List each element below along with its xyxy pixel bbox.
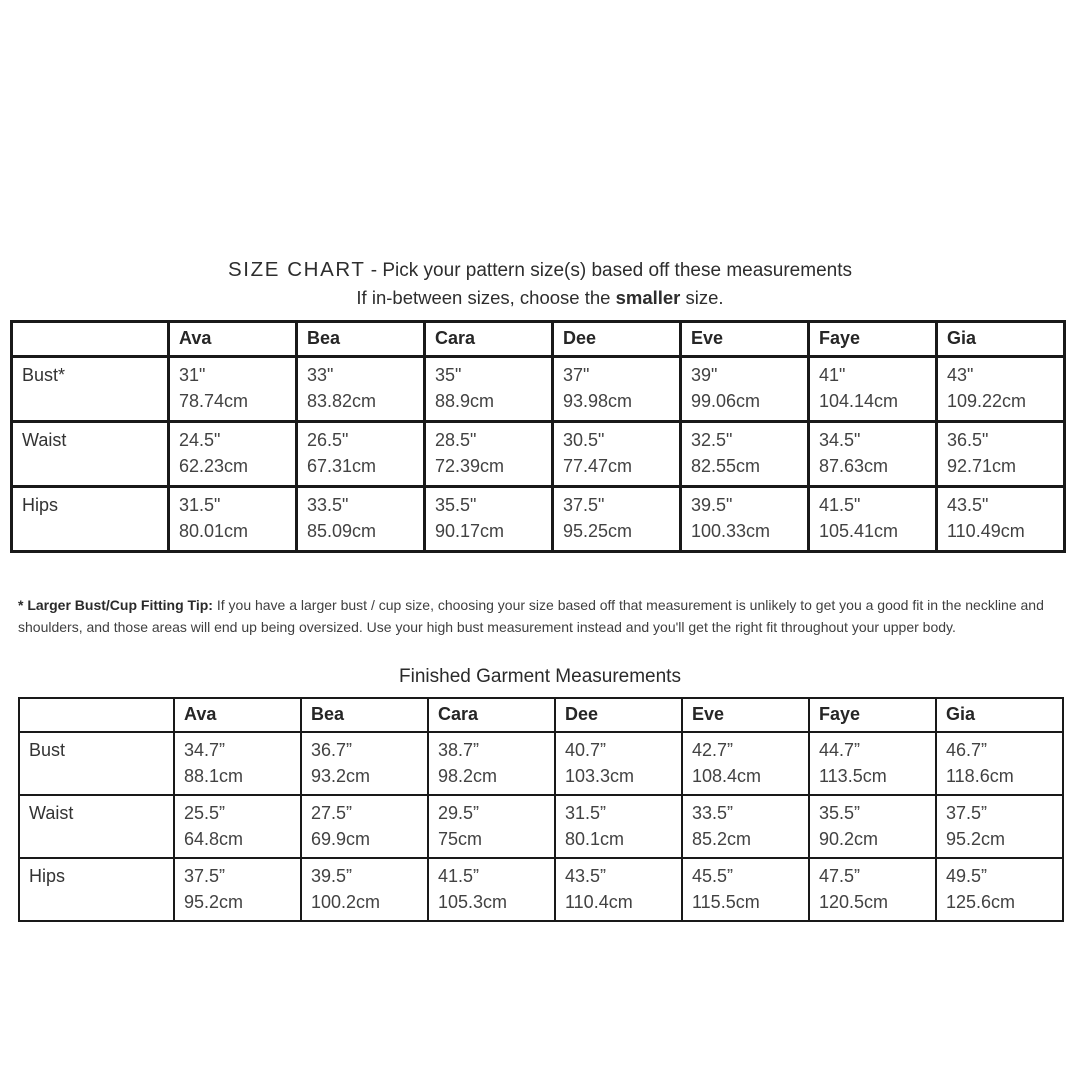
measurement-cell <box>425 357 553 422</box>
cm-value: 72.39cm <box>435 456 505 476</box>
header-row <box>19 698 1063 732</box>
inches-value: 34.5" <box>819 430 861 450</box>
inches-value: 32.5" <box>691 430 733 450</box>
measurement-cell <box>553 422 681 487</box>
inches-value: 43.5” <box>565 866 607 886</box>
cm-value: 78.74cm <box>179 391 249 411</box>
cm-value: 120.5cm <box>819 892 889 912</box>
cm-value: 125.6cm <box>946 892 1016 912</box>
measurement-cell <box>169 357 297 422</box>
cm-value: 77.47cm <box>563 456 633 476</box>
cm-value: 88.1cm <box>184 766 244 786</box>
column-header-ava: Ava <box>174 698 301 732</box>
inches-value: 39" <box>691 365 718 385</box>
inches-value: 34.7” <box>184 740 226 760</box>
inches-value: 36.7” <box>311 740 353 760</box>
body-measurements-table <box>10 320 1066 553</box>
column-header-faye: Faye <box>809 322 937 357</box>
inches-value: 45.5” <box>692 866 734 886</box>
size-chart-heading: SIZE CHART <box>228 258 366 281</box>
inches-value: 24.5" <box>179 430 221 450</box>
inches-value: 39.5” <box>311 866 353 886</box>
cm-value: 62.23cm <box>179 456 249 476</box>
cm-value: 105.3cm <box>438 892 508 912</box>
cm-value: 80.1cm <box>565 829 625 849</box>
table-row-bust <box>12 357 1065 422</box>
measurement-cell <box>555 858 682 921</box>
column-header-ava: Ava <box>169 322 297 357</box>
inches-value: 37.5" <box>563 495 605 515</box>
cm-value: 90.2cm <box>819 829 879 849</box>
row-label-hips: Hips <box>12 487 169 552</box>
inches-value: 26.5" <box>307 430 349 450</box>
measurement-cell <box>428 732 555 795</box>
fitting-tip-label: * Larger Bust/Cup Fitting Tip: <box>18 597 213 613</box>
cm-value: 67.31cm <box>307 456 377 476</box>
measurement-cell <box>681 487 809 552</box>
subtitle-post: size. <box>680 287 724 308</box>
measurement-cell <box>809 357 937 422</box>
column-header-bea: Bea <box>297 322 425 357</box>
measurement-cell <box>553 487 681 552</box>
cm-value: 92.71cm <box>947 456 1017 476</box>
measurement-cell <box>809 487 937 552</box>
finished-garment-table <box>18 697 1064 922</box>
finished-garment-heading: Finished Garment Measurements <box>399 666 681 687</box>
inches-value: 35" <box>435 365 462 385</box>
title-block <box>0 0 1080 310</box>
cm-value: 110.49cm <box>947 521 1025 541</box>
inches-value: 29.5” <box>438 803 480 823</box>
measurement-cell <box>553 357 681 422</box>
size-chart-heading-rest: - Pick your pattern size(s) based off these measurements <box>365 260 852 281</box>
measurement-cell <box>936 858 1063 921</box>
measurement-cell <box>301 858 428 921</box>
page-subtitle <box>0 286 1080 310</box>
measurement-cell <box>174 858 301 921</box>
column-header-dee: Dee <box>555 698 682 732</box>
inches-value: 31" <box>179 365 206 385</box>
cm-value: 110.4cm <box>565 892 633 912</box>
measurement-cell <box>425 487 553 552</box>
measurement-cell <box>936 795 1063 858</box>
cm-value: 109.22cm <box>947 391 1027 411</box>
measurement-cell <box>169 487 297 552</box>
inches-value: 36.5" <box>947 430 989 450</box>
inches-value: 42.7” <box>692 740 734 760</box>
inches-value: 38.7” <box>438 740 480 760</box>
measurement-cell <box>682 858 809 921</box>
cm-value: 103.3cm <box>565 766 635 786</box>
measurement-cell <box>425 422 553 487</box>
measurement-cell <box>937 422 1065 487</box>
inches-value: 25.5” <box>184 803 226 823</box>
inches-value: 44.7” <box>819 740 861 760</box>
measurement-cell <box>297 357 425 422</box>
row-label-hips: Hips <box>19 858 174 921</box>
cm-value: 108.4cm <box>692 766 762 786</box>
inches-value: 30.5" <box>563 430 605 450</box>
measurement-cell <box>301 795 428 858</box>
measurement-cell <box>809 422 937 487</box>
corner-cell <box>19 698 174 732</box>
cm-value: 100.2cm <box>311 892 381 912</box>
measurement-cell <box>301 732 428 795</box>
header-row <box>12 322 1065 357</box>
inches-value: 47.5” <box>819 866 861 886</box>
cm-value: 69.9cm <box>311 829 371 849</box>
cm-value: 98.2cm <box>438 766 498 786</box>
cm-value: 75cm <box>438 829 483 849</box>
cm-value: 87.63cm <box>819 456 889 476</box>
inches-value: 37.5” <box>946 803 988 823</box>
inches-value: 33.5” <box>692 803 734 823</box>
fitting-tip-paragraph <box>18 594 1062 638</box>
measurement-cell <box>555 795 682 858</box>
row-label-bust: Bust <box>19 732 174 795</box>
inches-value: 35.5" <box>435 495 477 515</box>
measurement-cell <box>937 487 1065 552</box>
table-row-hips <box>19 858 1063 921</box>
measurement-cell <box>169 422 297 487</box>
measurement-cell <box>428 858 555 921</box>
cm-value: 85.2cm <box>692 829 752 849</box>
row-label-waist: Waist <box>12 422 169 487</box>
cm-value: 113.5cm <box>819 766 887 786</box>
row-label-waist: Waist <box>19 795 174 858</box>
inches-value: 28.5" <box>435 430 477 450</box>
column-header-cara: Cara <box>425 322 553 357</box>
cm-value: 90.17cm <box>435 521 505 541</box>
inches-value: 35.5” <box>819 803 861 823</box>
cm-value: 88.9cm <box>435 391 495 411</box>
cm-value: 80.01cm <box>179 521 249 541</box>
column-header-cara: Cara <box>428 698 555 732</box>
inches-value: 43" <box>947 365 974 385</box>
table-row-hips <box>12 487 1065 552</box>
subtitle-pre: If in-between sizes, choose the <box>356 287 616 308</box>
inches-value: 31.5” <box>565 803 607 823</box>
cm-value: 93.98cm <box>563 391 633 411</box>
inches-value: 39.5" <box>691 495 733 515</box>
measurement-cell <box>681 422 809 487</box>
inches-value: 37" <box>563 365 590 385</box>
cm-value: 104.14cm <box>819 391 899 411</box>
inches-value: 37.5” <box>184 866 226 886</box>
inches-value: 33.5" <box>307 495 349 515</box>
measurement-cell <box>809 795 936 858</box>
measurement-cell <box>682 732 809 795</box>
cm-value: 93.2cm <box>311 766 371 786</box>
column-header-faye: Faye <box>809 698 936 732</box>
cm-value: 82.55cm <box>691 456 761 476</box>
inches-value: 49.5” <box>946 866 988 886</box>
inches-value: 41" <box>819 365 846 385</box>
cm-value: 95.2cm <box>946 829 1006 849</box>
inches-value: 33" <box>307 365 334 385</box>
cm-value: 105.41cm <box>819 521 899 541</box>
inches-value: 40.7” <box>565 740 607 760</box>
cm-value: 64.8cm <box>184 829 244 849</box>
measurement-cell <box>937 357 1065 422</box>
measurement-cell <box>555 732 682 795</box>
column-header-eve: Eve <box>681 322 809 357</box>
column-header-gia: Gia <box>937 322 1065 357</box>
cm-value: 99.06cm <box>691 391 761 411</box>
measurement-cell <box>297 422 425 487</box>
measurement-cell <box>936 732 1063 795</box>
table-row-waist <box>12 422 1065 487</box>
cm-value: 83.82cm <box>307 391 377 411</box>
column-header-gia: Gia <box>936 698 1063 732</box>
column-header-dee: Dee <box>553 322 681 357</box>
measurement-cell <box>428 795 555 858</box>
measurement-cell <box>809 858 936 921</box>
measurement-cell <box>682 795 809 858</box>
cm-value: 85.09cm <box>307 521 377 541</box>
cm-value: 95.25cm <box>563 521 633 541</box>
cm-value: 95.2cm <box>184 892 244 912</box>
inches-value: 27.5” <box>311 803 353 823</box>
table-row-waist <box>19 795 1063 858</box>
cm-value: 118.6cm <box>946 766 1014 786</box>
measurement-cell <box>174 795 301 858</box>
measurement-cell <box>809 732 936 795</box>
fitting-tip-text: If you have a larger bust / cup size, choosing your size based off that measurement is unlikely to get you a good fit in the neckline and shoulders, and those areas will end up being oversized. Use your high bust measurement instead and you'll get the right fit throughout your upper body. <box>18 597 1044 635</box>
subtitle-smaller-emphasis: smaller <box>615 287 681 308</box>
inches-value: 41.5" <box>819 495 861 515</box>
column-header-eve: Eve <box>682 698 809 732</box>
measurement-cell <box>297 487 425 552</box>
column-header-bea: Bea <box>301 698 428 732</box>
row-label-bust: Bust* <box>12 357 169 422</box>
measurement-cell <box>174 732 301 795</box>
cm-value: 115.5cm <box>692 892 760 912</box>
inches-value: 46.7” <box>946 740 988 760</box>
inches-value: 31.5" <box>179 495 221 515</box>
inches-value: 43.5" <box>947 495 989 515</box>
corner-cell <box>12 322 169 357</box>
table-row-bust <box>19 732 1063 795</box>
measurement-cell <box>681 357 809 422</box>
page-title <box>0 258 1080 283</box>
cm-value: 100.33cm <box>691 521 771 541</box>
inches-value: 41.5” <box>438 866 480 886</box>
